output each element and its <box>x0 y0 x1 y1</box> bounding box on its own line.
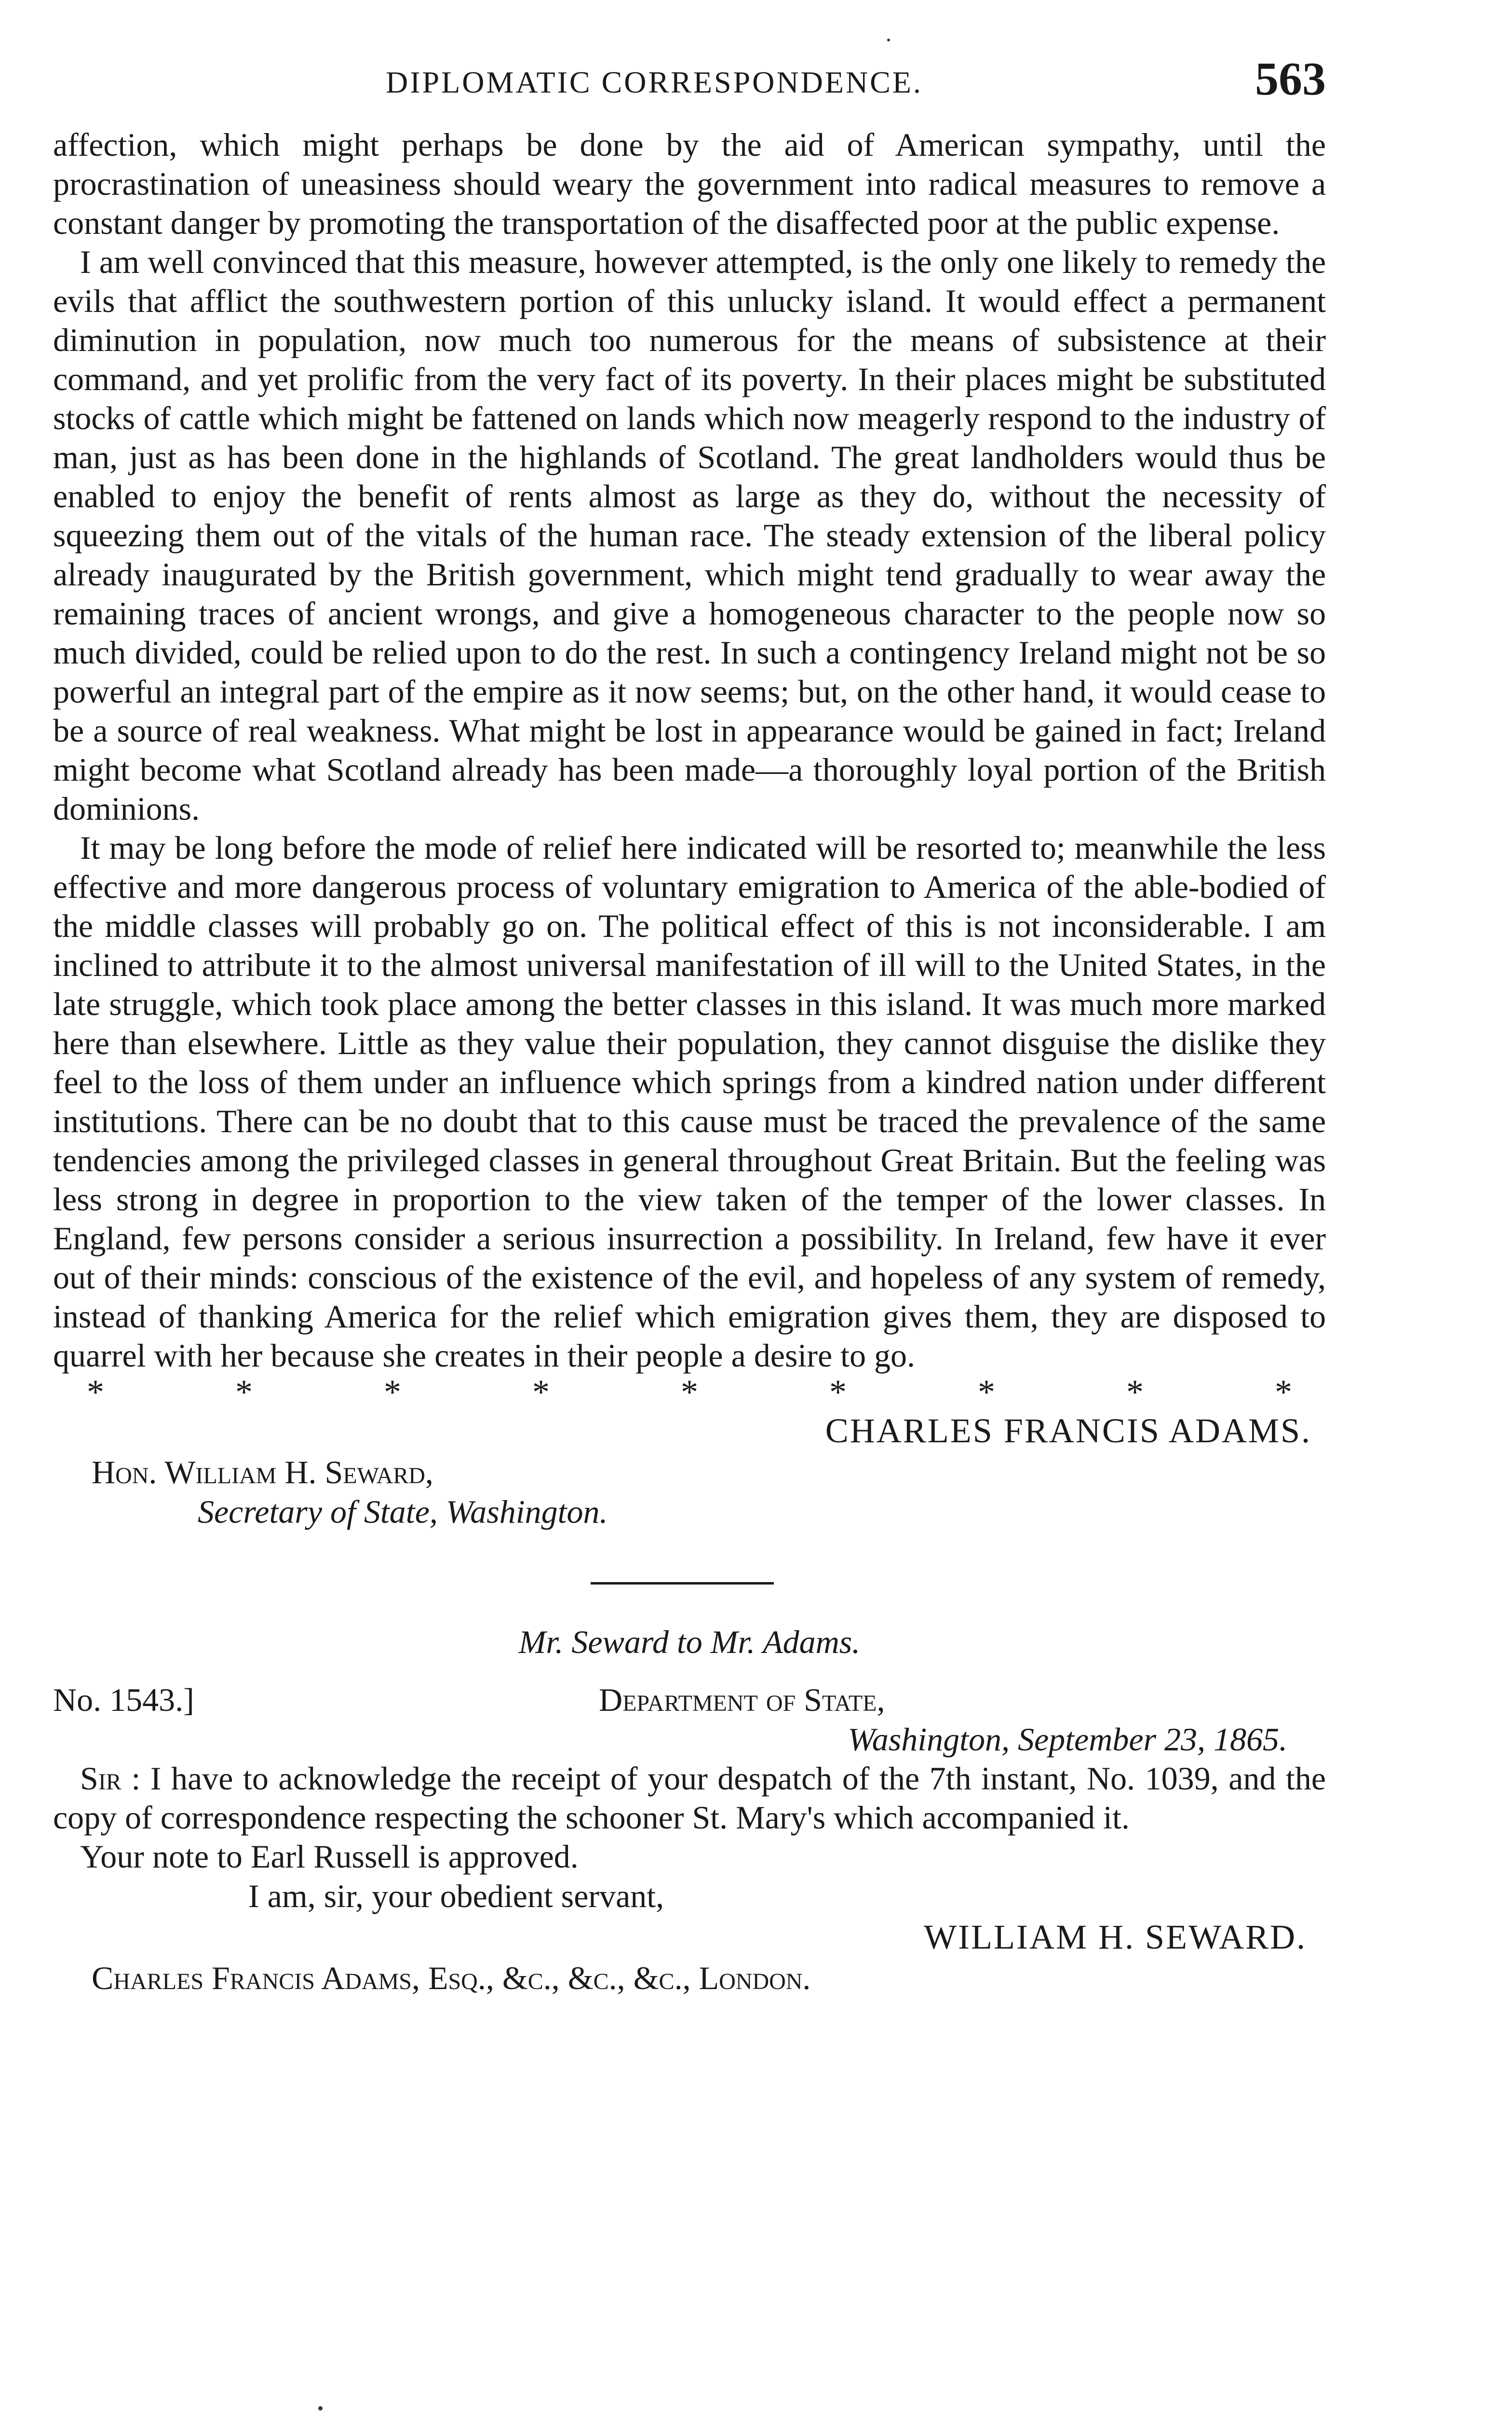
asterisk-row <box>53 1375 1326 1409</box>
approval-line: Your note to Earl Russell is approved. <box>80 1838 579 1875</box>
asterisk: * <box>1275 1373 1292 1411</box>
place-and-date: Washington, September 23, 1865. <box>848 1721 1287 1758</box>
document-page <box>53 48 1326 1998</box>
closing-line: I am, sir, your obedient servant, <box>248 1878 664 1914</box>
asterisk: * <box>681 1373 698 1411</box>
body-text <box>53 125 1326 1375</box>
paragraph-2: I am well convinced that this measure, however attempted, is the only one likely to remedy the evils that afflict the southwestern portion of this unlucky island. It would effect a permanent diminution in population, now much too numerous for the means of subsistence at their command, and yet prolific from the very fact of its poverty. In their places might be substituted stocks of cattle which might be fattened on lands which now meagerly respond to the industry of man, just as has been done in the highlands of Scotland. The great landholders would thus be enabled to enjoy the benefit of rents almost as large as they do, without the necessity of squeezing them out of the vitals of the human race. The steady extension of the liberal policy already inaugurated by the British government, which might tend gradually to wear away the remaining traces of ancient wrongs, and give a homogeneous character to the people now so much divided, could be relied upon to do the rest. In such a contingency Ireland might not be so powerful an integral part of the empire as it now seems; but, on the other hand, it would cease to be a source of real weakness. What might be lost in appearance would be gained in fact; Ireland might become what Scotland already has been made—a thoroughly loyal portion of the British dominions. <box>53 244 1326 827</box>
ink-speck <box>318 2406 323 2411</box>
page-header <box>53 48 1326 121</box>
signature-seward: WILLIAM H. SEWARD. <box>924 1918 1307 1956</box>
asterisk: * <box>384 1373 401 1411</box>
addressee-title: Secretary of State, Washington. <box>198 1493 608 1530</box>
running-head: DIPLOMATIC CORRESPONDENCE. <box>386 65 923 99</box>
letter-body <box>53 1759 1326 1876</box>
paragraph-1: affection, which might perhaps be done by the aid of American sympathy, until the procrastination of uneasiness should weary the government into radical measures to remove a constant danger by promoting the transportation of the disaffected poor at the public expense. <box>53 126 1326 241</box>
letter-paragraph <box>53 1759 1326 1837</box>
letter-heading: Mr. Seward to Mr. Adams. <box>518 1624 861 1660</box>
asterisk: * <box>235 1373 253 1411</box>
letter-body-text: I have to acknowledge the receipt of your despatch of the 7th instant, No. 1039, and the copy of correspondence respecting the schooner St. Mary's which accompanied it. <box>53 1760 1326 1836</box>
paragraph-3: It may be long before the mode of relief here indicated will be resorted to; meanwhile the less effective and more dangerous process of voluntary emigration to America of the able-bodied of the middle classes will probably go on. The political effect of this is not inconsiderable. I am inclined to attribute it to the almost universal manifestation of ill will to the United States, in the late struggle, which took place among the better classes in this island. It was much more marked here than elsewhere. Little as they value their population, they cannot disguise the dislike they feel to the loss of them under an influence which springs from a kindred nation under different institutions. There can be no doubt that to this cause must be traced the prevalence of the same tendencies among the privileged classes in general throughout Great Britain. But the feeling was less strong in degree in proportion to the view taken of the temper of the lower classes. In England, few persons consider a serious insurrection a possibility. In Ireland, few have it ever out of their minds: conscious of the existence of the evil, and hopeless of any system of remedy, instead of thanking America for the relief which emigration gives them, they are disposed to quarrel with her because she creates in their people a desire to go. <box>53 829 1326 1374</box>
asterisk: * <box>532 1373 550 1411</box>
salutation: Sir : <box>80 1760 141 1797</box>
asterisk: * <box>87 1373 104 1411</box>
asterisk: * <box>829 1373 847 1411</box>
department-name: Department of State, <box>599 1681 885 1718</box>
signature-adams: CHARLES FRANCIS ADAMS. <box>825 1411 1311 1450</box>
recipient-line: Charles Francis Adams, Esq., &c., &c., &c., London. <box>92 1960 811 1996</box>
page-number: 563 <box>1255 53 1326 105</box>
document-number: No. 1543.] <box>53 1681 194 1718</box>
addressee: Hon. William H. Seward, <box>92 1454 433 1490</box>
asterisk: * <box>978 1373 995 1411</box>
ink-speck <box>887 39 890 41</box>
asterisk: * <box>1126 1373 1144 1411</box>
dateline-row <box>53 1680 1326 1720</box>
section-divider <box>591 1582 774 1585</box>
